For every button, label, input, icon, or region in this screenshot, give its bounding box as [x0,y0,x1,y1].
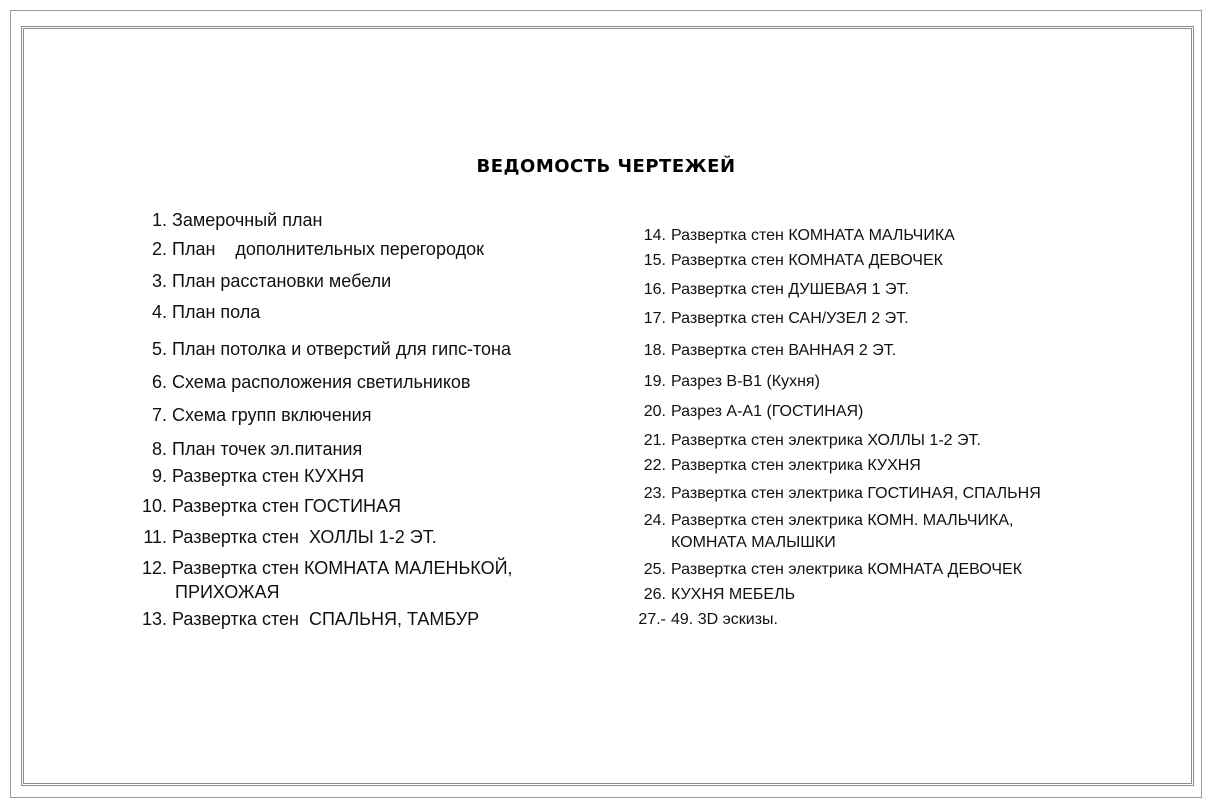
list-item [636,586,795,604]
list-item [636,281,909,299]
list-item [135,496,401,517]
item-text: План дополнительных перегородок [172,239,484,259]
item-number: 3. [151,271,167,291]
item-number: 15. [643,252,666,269]
document-title: ВЕДОМОСТЬ ЧЕРТЕЖЕЙ [476,156,736,177]
item-number: 2. [151,239,167,259]
item-text: КУХНЯ МЕБЕЛЬ [671,586,796,603]
item-number: 1. [151,210,167,230]
item-continuation: КОМНАТА МАЛЫШКИ [671,534,836,551]
item-text: Развертка стен ГОСТИНАЯ [172,496,402,516]
list-item [135,558,513,579]
item-text: Схема расположения светильников [172,372,471,392]
item-number: 6. [151,372,167,392]
item-number: 19. [643,373,666,390]
item-number: 16. [643,281,666,298]
list-item [135,339,511,360]
list-item [636,485,1041,503]
item-text: Развертка стен ХОЛЛЫ 1-2 ЭТ. [172,527,437,547]
item-number: 22. [643,457,666,474]
item-text: Развертка стен КОМНАТА ДЕВОЧЕК [671,252,943,269]
item-number: 23. [643,485,666,502]
list-item [636,403,863,421]
inner-frame [21,26,1194,786]
item-text: Развертка стен электрика КОМНАТА ДЕВОЧЕК [671,561,1023,578]
list-item [135,302,260,323]
item-text: Развертка стен САН/УЗЕЛ 2 ЭТ. [671,310,909,327]
item-number: 5. [151,339,167,359]
item-text: Замерочный план [172,210,323,230]
item-text: План пола [172,302,261,322]
item-text: План потолка и отверстий для гипс-тона [172,339,511,359]
list-item [636,512,1013,530]
list-item [636,252,943,270]
item-text: Схема групп включения [172,405,372,425]
item-text: План точек эл.питания [172,439,363,459]
item-number: 18. [643,342,666,359]
item-text: Развертка стен СПАЛЬНЯ, ТАМБУР [172,609,480,629]
item-text: Развертка стен ДУШЕВАЯ 1 ЭТ. [671,281,909,298]
item-continuation: ПРИХОЖАЯ [175,582,280,602]
item-number: 21. [643,432,666,449]
item-number: 26. [643,586,666,603]
item-number: 12. [141,558,167,578]
item-number: 13. [141,609,167,629]
item-number: 7. [151,405,167,425]
item-text: План расстановки мебели [172,271,392,291]
item-number: 10. [141,496,167,516]
item-number: 27.- [638,611,666,628]
item-number: 9. [151,466,167,486]
list-item [636,310,909,328]
item-number: 14. [643,227,666,244]
list-item [135,527,437,548]
item-text: Развертка стен КОМНАТА МАЛЬЧИКА [671,227,955,244]
item-text: Развертка стен электрика КОМН. МАЛЬЧИКА, [671,512,1014,529]
item-text: Развертка стен электрика КУХНЯ [671,457,921,474]
list-item [135,210,322,231]
list-item [636,432,981,450]
item-number: 8. [151,439,167,459]
list-item [636,611,778,629]
item-text: 49. 3D эскизы. [671,611,778,628]
item-text: Развертка стен электрика ГОСТИНАЯ, СПАЛЬНЯ [671,485,1041,502]
item-text: Развертка стен электрика ХОЛЛЫ 1-2 ЭТ. [671,432,981,449]
item-text: Разрез В-В1 (Кухня) [671,373,820,390]
list-item [135,609,479,630]
list-item [135,466,364,487]
item-text: Развертка стен КУХНЯ [172,466,365,486]
list-item [636,457,921,475]
list-item [636,373,820,391]
item-number: 17. [643,310,666,327]
list-item [636,227,955,245]
item-number: 11. [143,527,167,547]
list-item [135,439,362,460]
list-item [636,342,896,360]
item-number: 4. [151,302,167,322]
list-item [135,271,391,292]
list-item [135,239,484,260]
item-text: Разрез А-А1 (ГОСТИНАЯ) [671,403,864,420]
item-number: 20. [643,403,666,420]
item-text: Развертка стен ВАННАЯ 2 ЭТ. [671,342,897,359]
list-item [135,405,371,426]
item-number: 24. [643,512,666,529]
list-item [636,561,1022,579]
list-item [135,372,471,393]
item-number: 25. [643,561,666,578]
item-text: Развертка стен КОМНАТА МАЛЕНЬКОЙ, [172,558,513,578]
